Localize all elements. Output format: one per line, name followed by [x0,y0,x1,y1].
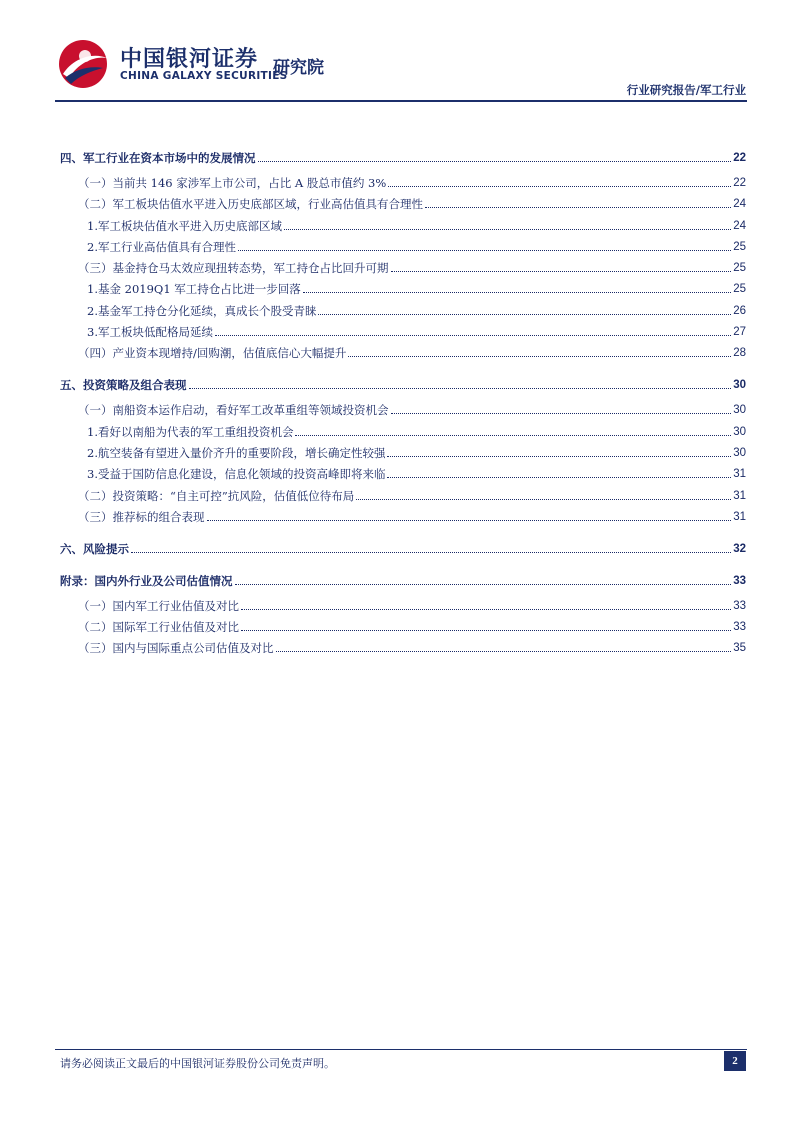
toc-entry-title: 1.看好以南船为代表的军工重组投资机会 [87,424,294,439]
header-divider [55,100,747,102]
toc-entry[interactable] [60,303,746,319]
page-header [0,0,802,104]
toc-leader-dots [387,477,731,478]
toc-entry[interactable] [60,541,746,557]
report-type: 行业研究报告/军工行业 [626,83,746,97]
toc-entry-title: （三）国内与国际重点公司估值及对比 [78,641,274,656]
toc-entry[interactable] [60,150,746,166]
toc-entry[interactable] [60,345,746,361]
toc-entry[interactable] [60,598,746,614]
toc-entry[interactable] [60,196,746,212]
toc-entry-page: 22 [733,177,746,189]
toc-entry-page: 30 [733,379,746,392]
toc-entry-page: 31 [733,468,746,481]
toc-leader-dots [348,356,731,357]
toc-entry-title: 3.受益于国防信息化建设，信息化领域的投资高峰即将来临 [87,467,386,482]
toc-entry-page: 30 [733,404,746,417]
toc-leader-dots [318,314,731,315]
toc-leader-dots [425,207,731,208]
toc-entry-page: 31 [733,489,746,502]
toc-entry-title: （四）产业资本现增持/回购潮，估值底信心大幅提升 [78,346,347,361]
china-galaxy-logo-icon [55,38,111,90]
toc-entry-title: （二）国际军工行业估值及对比 [78,620,239,635]
toc-entry-page: 24 [733,198,746,211]
toc-entry-page: 25 [733,283,746,296]
toc-entry[interactable] [60,424,746,440]
toc-entry-title: （一）当前共 146 家涉军上市公司，占比 A 股总市值约 3% [78,176,387,190]
toc-leader-dots [303,292,731,293]
toc-entry-page: 33 [733,574,746,587]
toc-entry-title: 2.基金军工持仓分化延续，真成长个股受青睐 [87,303,317,318]
toc-entry[interactable] [60,218,746,234]
toc-entry[interactable] [60,488,746,504]
toc-leader-dots [295,435,731,436]
toc-entry-title: 3.军工板块低配格局延续 [87,325,213,340]
toc-entry-title: 六、风险提示 [60,541,129,556]
toc-leader-dots [276,651,732,652]
table-of-contents [60,150,746,656]
toc-entry[interactable] [60,260,746,276]
toc-entry-title: （一）国内军工行业估值及对比 [78,598,239,613]
page-number: 2 [724,1051,746,1071]
toc-entry-page: 35 [733,642,746,655]
toc-leader-dots [241,630,731,631]
toc-leader-dots [284,229,731,230]
toc-entry-page: 33 [733,599,746,612]
toc-entry[interactable] [60,640,746,656]
toc-leader-dots [388,186,731,187]
toc-leader-dots [258,161,732,162]
toc-leader-dots [241,609,731,610]
toc-entry-title: （三）基金持仓马太效应现扭转态势，军工持仓占比回升可期 [78,261,389,276]
toc-leader-dots [387,456,731,457]
toc-entry-title: 附录：国内外行业及公司估值情况 [60,573,233,588]
toc-entry[interactable] [60,619,746,635]
toc-entry-title: （一）南船资本运作启动，看好军工改革重组等领域投资机会 [78,403,389,418]
toc-entry-title: 1.基金 2019Q1 军工持仓占比进一步回落 [87,282,301,297]
toc-entry-page: 25 [733,262,746,275]
toc-leader-dots [189,388,732,389]
toc-entry-title: 2.航空装备有望进入量价齐升的重要阶段，增长确定性较强 [87,445,386,460]
toc-leader-dots [238,250,731,251]
toc-entry-title: 1.军工板块估值水平进入历史底部区域 [87,218,282,233]
toc-leader-dots [356,499,731,500]
toc-entry[interactable] [60,445,746,461]
footer-disclaimer: 请务必阅读正文最后的中国银河证券股份公司免责声明。 [60,1057,335,1070]
toc-entry-page: 24 [733,219,746,232]
toc-entry-title: 2.军工行业高估值具有合理性 [87,239,236,254]
toc-leader-dots [391,271,732,272]
toc-entry[interactable] [60,402,746,418]
toc-entry-page: 32 [733,542,746,555]
toc-entry[interactable] [60,175,746,191]
toc-entry[interactable] [60,324,746,340]
toc-entry[interactable] [60,466,746,482]
toc-entry-title: （二）军工板块估值水平进入历史底部区域，行业高估值具有合理性 [78,197,423,212]
toc-entry[interactable] [60,239,746,255]
toc-entry[interactable] [60,573,746,589]
toc-leader-dots [207,520,732,521]
toc-entry-page: 31 [733,510,746,523]
toc-entry-page: 28 [733,347,746,360]
toc-entry-page: 33 [733,621,746,634]
footer-divider [55,1049,747,1050]
toc-entry-page: 26 [733,304,746,317]
brand-name-cn: 中国银河证券 [120,47,259,72]
toc-entry-title: （二）投资策略：“自主可控”抗风险，估值低位待布局 [78,488,355,503]
toc-leader-dots [131,552,731,553]
toc-entry-page: 30 [733,425,746,438]
brand-name-en: CHINA GALAXY SECURITIES [120,70,288,82]
toc-entry-title: （三）推荐标的组合表现 [78,509,205,524]
toc-entry-page: 25 [733,240,746,253]
toc-entry-title: 四、军工行业在资本市场中的发展情况 [60,151,256,165]
toc-entry-title: 五、投资策略及组合表现 [60,378,187,393]
toc-entry[interactable] [60,509,746,525]
toc-leader-dots [391,413,732,414]
toc-entry[interactable] [60,281,746,297]
toc-leader-dots [215,335,731,336]
toc-leader-dots [235,584,732,585]
toc-entry[interactable] [60,377,746,393]
brand-institute: 研究院 [273,58,324,78]
toc-entry-page: 30 [733,446,746,459]
toc-entry-page: 27 [733,326,746,339]
toc-entry-page: 22 [733,152,746,164]
